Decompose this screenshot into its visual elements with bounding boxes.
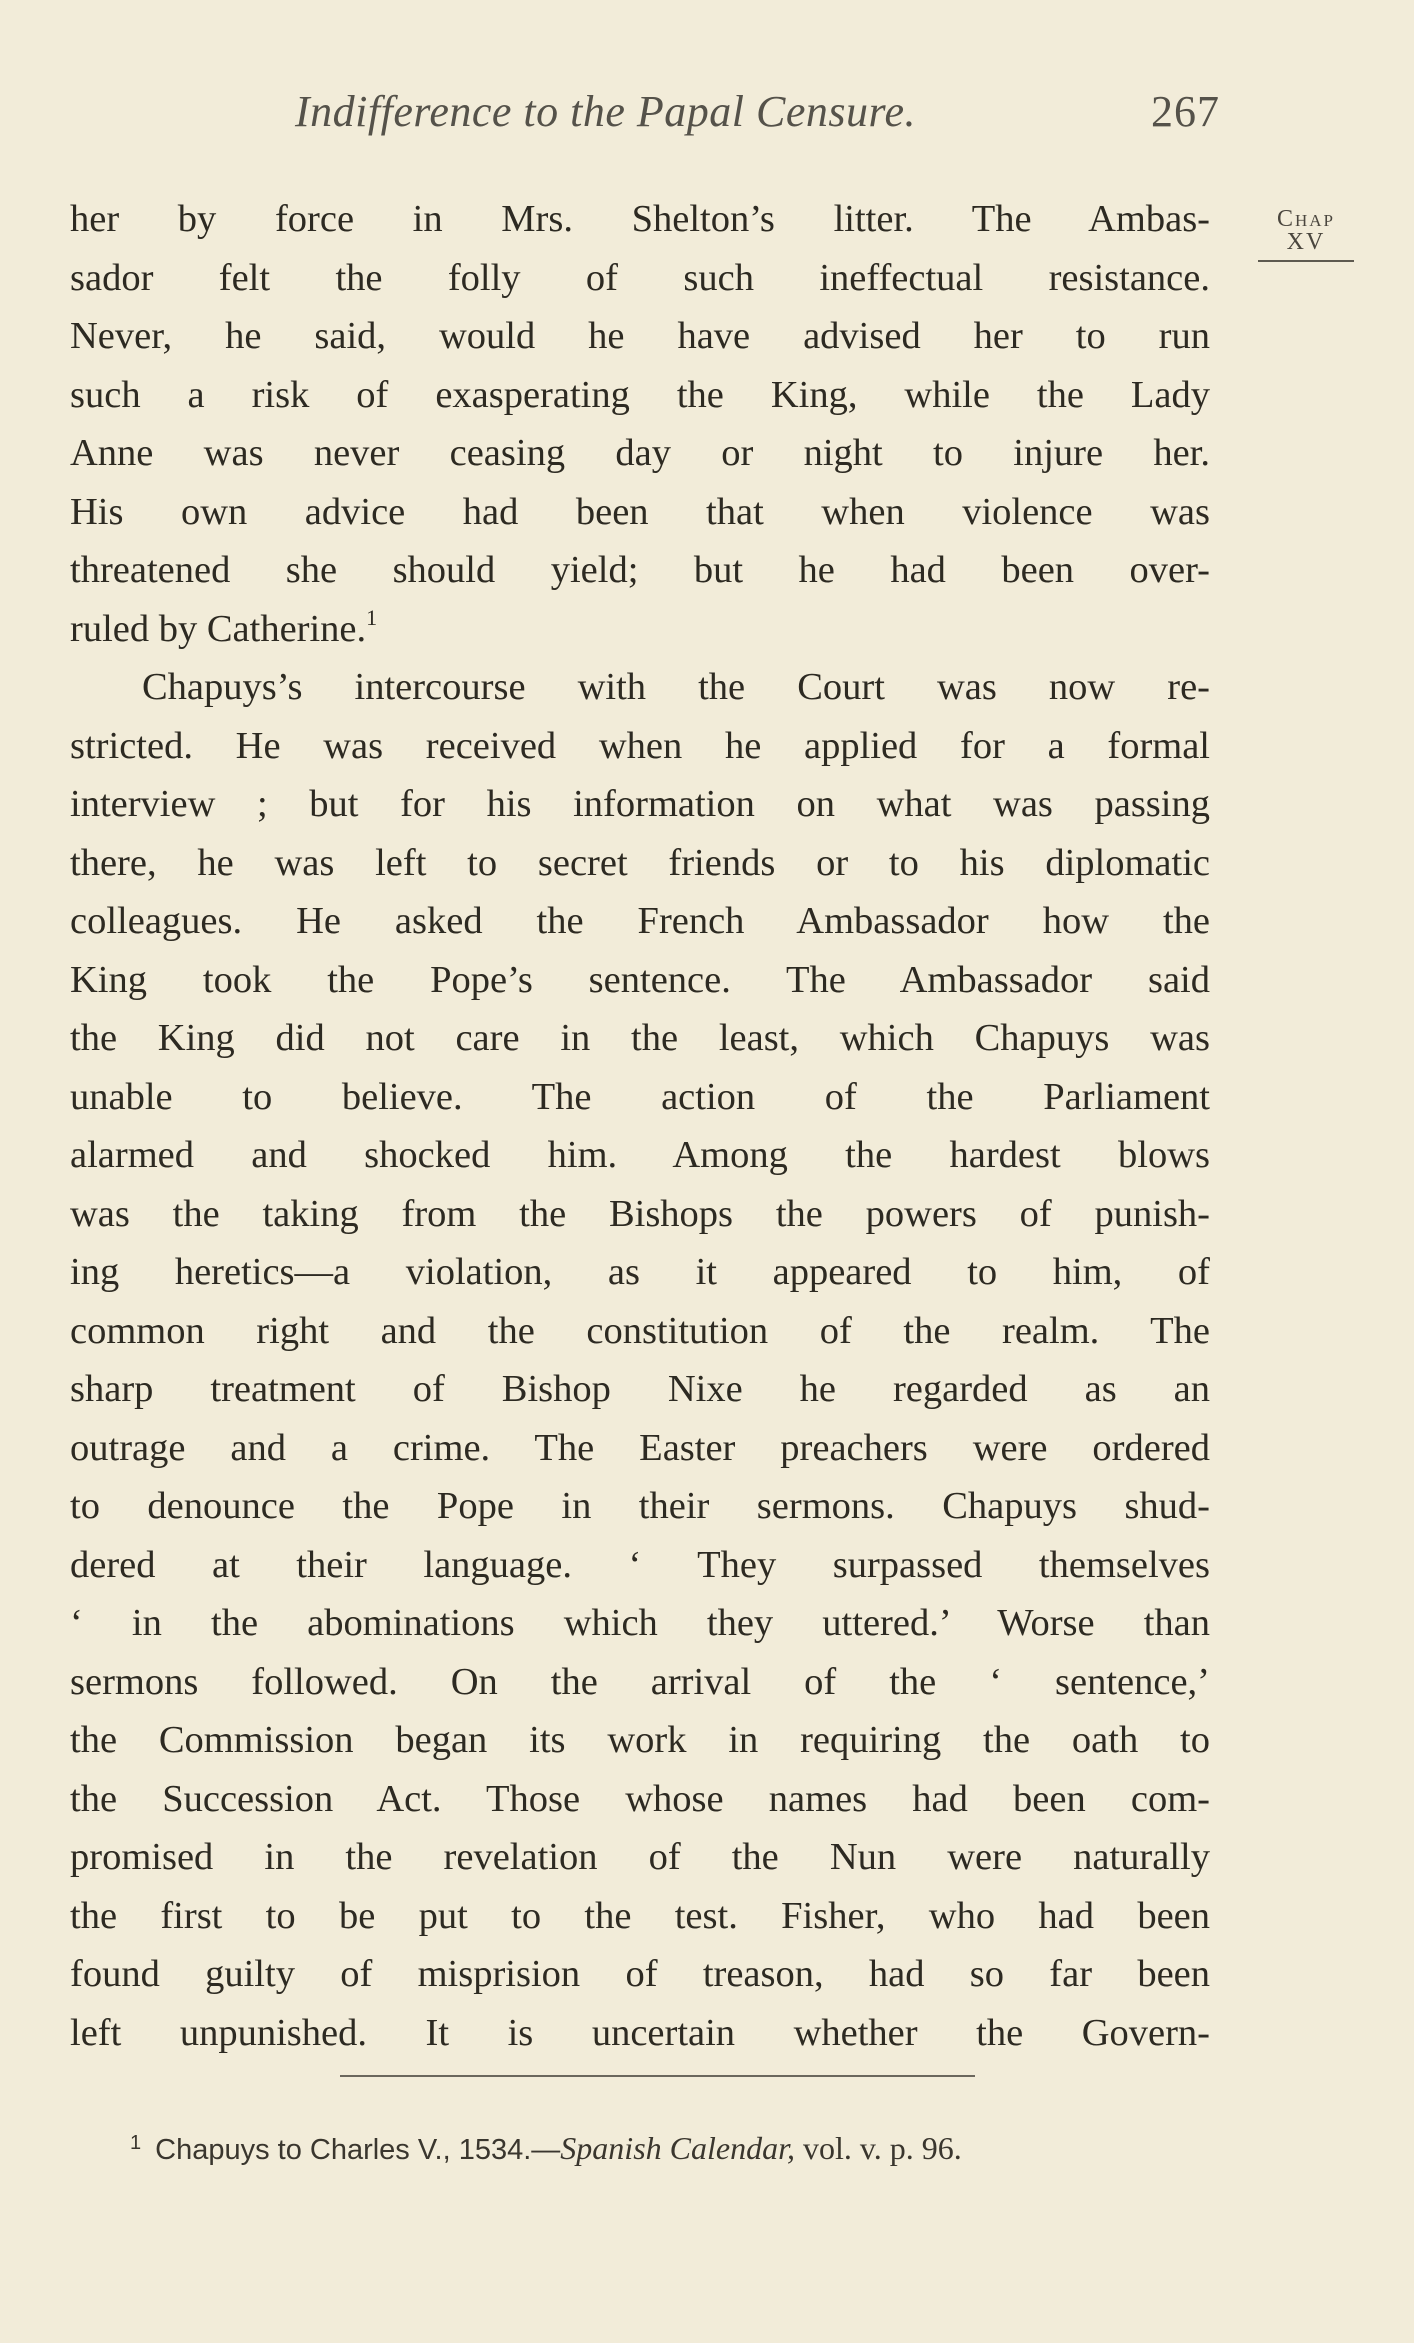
footnote-reference[interactable]: 1: [366, 604, 378, 630]
text-line: Never, he said, would he have advised her to run: [70, 315, 1210, 357]
text-line: ing heretics—a violation, as it appeared to him, of: [70, 1251, 1210, 1293]
page-header: [70, 86, 1220, 156]
text-line: ‘ in the abominations which they uttered.’ Worse than: [70, 1602, 1210, 1644]
text-line: the Succession Act. Those whose names had been com-: [70, 1777, 1210, 1820]
text-line: to denounce the Pope in their sermons. Chapuys shud-: [70, 1485, 1210, 1527]
text-line: promised in the revelation of the Nun were naturally: [70, 1836, 1210, 1878]
text-line: such a risk of exasperating the King, while the Lady: [70, 373, 1210, 416]
text-line: the King did not care in the least, which Chapuys was: [70, 1017, 1210, 1059]
text-line: sador felt the folly of such ineffectual resistance.: [70, 256, 1210, 299]
text-line: there, he was left to secret friends or to his diplomatic: [70, 841, 1210, 884]
text-line: alarmed and shocked him. Among the hardest blows: [70, 1134, 1210, 1176]
text-line: colleagues. He asked the French Ambassador how the: [70, 900, 1210, 942]
footnote-source-title: Spanish Calendar,: [560, 2130, 795, 2166]
text-line: Anne was never ceasing day or night to injure her.: [70, 432, 1210, 474]
text-line: the first to be put to the test. Fisher, who had been: [70, 1894, 1210, 1937]
text-line: sermons followed. On the arrival of the ‘ sentence,’: [70, 1660, 1210, 1703]
text-line: Chapuys’s intercourse with the Court was now re-: [142, 666, 1210, 708]
text-line: stricted. He was received when he applied for a formal: [70, 724, 1210, 767]
text-line: dered at their language. ‘ They surpassed themselves: [70, 1543, 1210, 1586]
text-line: King took the Pope’s sentence. The Ambassador said: [70, 958, 1210, 1001]
text-line: sharp treatment of Bishop Nixe he regarded as an: [70, 1368, 1210, 1410]
page-number: 267: [1151, 87, 1220, 136]
footnote-source-detail: vol. v. p. 96.: [794, 2130, 962, 2166]
text-line: threatened she should yield; but he had been over-: [70, 549, 1210, 591]
main-text: [70, 190, 1210, 2062]
text-line-with-footnote: [70, 600, 1210, 659]
text-line: interview ; but for his information on what was passing: [70, 783, 1210, 825]
footnote-divider: [340, 2075, 975, 2077]
text-line: the Commission began its work in requiring the oath to: [70, 1719, 1210, 1761]
text-line: her by force in Mrs. Shelton’s litter. The Ambas-: [70, 198, 1210, 240]
footnote: [130, 2130, 1190, 2167]
chapter-number: XV: [1286, 229, 1326, 255]
text-line: common right and the constitution of the realm. The: [70, 1309, 1210, 1352]
paragraph-2: [70, 658, 1210, 2062]
text-line: left unpunished. It is uncertain whether the Govern-: [70, 2011, 1210, 2054]
sidenote-rule: [1258, 260, 1354, 262]
footnote-mark: 1: [130, 2132, 142, 2154]
running-title: Indifference to the Papal Censure.: [295, 87, 917, 136]
chapter-sidenote: [1258, 206, 1354, 262]
text-line: ruled by Catherine.: [70, 607, 367, 650]
paragraph-1: [70, 190, 1210, 658]
chapter-label: Chap: [1276, 206, 1336, 232]
text-line: unable to believe. The action of the Parliament: [70, 1075, 1210, 1118]
text-line: outrage and a crime. The Easter preachers were ordered: [70, 1426, 1210, 1469]
footnote-text: Chapuys to Charles V., 1534.—: [155, 2134, 561, 2166]
text-line: found guilty of misprision of treason, had so far been: [70, 1953, 1210, 1995]
text-line: His own advice had been that when violence was: [70, 490, 1210, 533]
text-line: was the taking from the Bishops the powers of punish-: [70, 1192, 1210, 1235]
